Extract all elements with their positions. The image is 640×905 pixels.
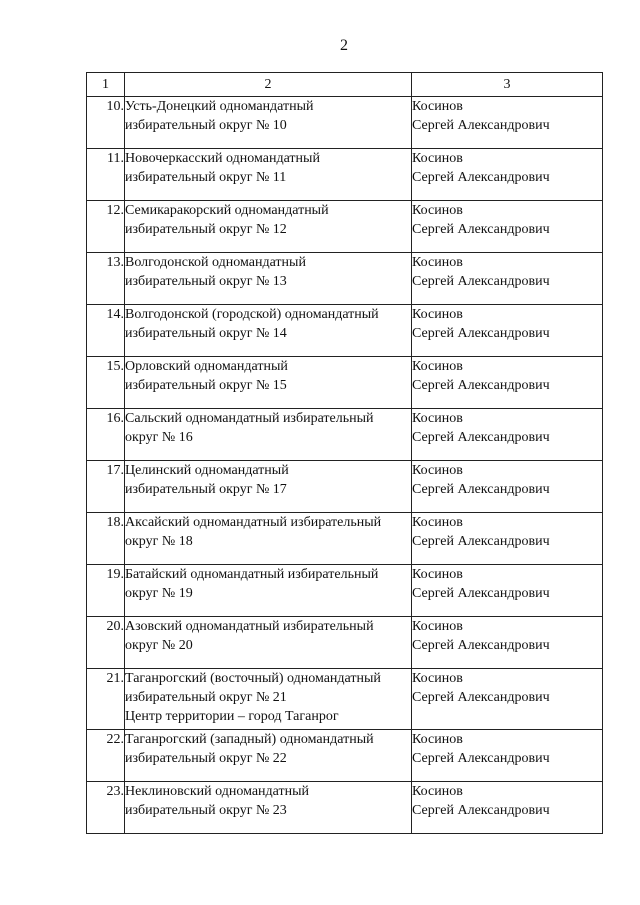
- district-line: Центр территории – город Таганрог: [125, 709, 339, 724]
- person-name-line: Косинов: [412, 567, 463, 582]
- table-row: [87, 409, 603, 461]
- person-name-line: Косинов: [412, 307, 463, 322]
- district-line: Батайский одномандатный избирательный: [125, 567, 379, 582]
- person-cell: [412, 782, 603, 834]
- district-line: избирательный округ № 15: [125, 378, 287, 393]
- district-line: избирательный округ № 17: [125, 482, 287, 497]
- column-header-3: 3: [412, 73, 603, 97]
- person-name-line: Косинов: [412, 255, 463, 270]
- table-row: [87, 305, 603, 357]
- person-cell: [412, 149, 603, 201]
- person-cell: [412, 461, 603, 513]
- district-cell: [125, 513, 412, 565]
- table-row: [87, 730, 603, 782]
- person-name-line: Сергей Александрович: [412, 430, 550, 445]
- person-name-line: Сергей Александрович: [412, 638, 550, 653]
- row-number: 20.: [87, 617, 125, 669]
- table-row: [87, 201, 603, 253]
- person-name-line: Косинов: [412, 151, 463, 166]
- row-number: 23.: [87, 782, 125, 834]
- person-name-line: Сергей Александрович: [412, 118, 550, 133]
- person-cell: [412, 305, 603, 357]
- districts-table: [86, 72, 603, 834]
- person-name-line: Сергей Александрович: [412, 803, 550, 818]
- district-cell: [125, 409, 412, 461]
- district-line: избирательный округ № 21: [125, 690, 287, 705]
- person-name-line: Косинов: [412, 784, 463, 799]
- person-name-line: Сергей Александрович: [412, 326, 550, 341]
- person-name-line: Косинов: [412, 99, 463, 114]
- row-number: 12.: [87, 201, 125, 253]
- row-number: 21.: [87, 669, 125, 730]
- district-line: избирательный округ № 23: [125, 803, 287, 818]
- table-row: [87, 97, 603, 149]
- person-cell: [412, 357, 603, 409]
- district-line: Аксайский одномандатный избирательный: [125, 515, 382, 530]
- district-line: Семикаракорский одномандатный: [125, 203, 329, 218]
- district-cell: [125, 730, 412, 782]
- person-name-line: Сергей Александрович: [412, 222, 550, 237]
- row-number: 17.: [87, 461, 125, 513]
- table-row: [87, 669, 603, 730]
- district-line: избирательный округ № 22: [125, 751, 287, 766]
- district-cell: [125, 461, 412, 513]
- district-cell: [125, 617, 412, 669]
- person-name-line: Сергей Александрович: [412, 274, 550, 289]
- table-row: [87, 253, 603, 305]
- person-name-line: Косинов: [412, 463, 463, 478]
- person-cell: [412, 669, 603, 730]
- district-line: Сальский одномандатный избирательный: [125, 411, 374, 426]
- column-header-1: 1: [87, 73, 125, 97]
- row-number: 15.: [87, 357, 125, 409]
- person-cell: [412, 617, 603, 669]
- person-name-line: Косинов: [412, 732, 463, 747]
- district-cell: [125, 201, 412, 253]
- district-cell: [125, 97, 412, 149]
- row-number: 22.: [87, 730, 125, 782]
- person-name-line: Косинов: [412, 515, 463, 530]
- person-name-line: Косинов: [412, 671, 463, 686]
- table-row: [87, 617, 603, 669]
- person-name-line: Сергей Александрович: [412, 534, 550, 549]
- district-line: округ № 20: [125, 638, 193, 653]
- person-name-line: Косинов: [412, 619, 463, 634]
- person-cell: [412, 201, 603, 253]
- district-cell: [125, 669, 412, 730]
- district-line: Неклиновский одномандатный: [125, 784, 310, 799]
- person-name-line: Косинов: [412, 359, 463, 374]
- district-line: Волгодонской (городской) одномандатный: [125, 307, 379, 322]
- district-line: округ № 19: [125, 586, 193, 601]
- person-cell: [412, 97, 603, 149]
- district-line: округ № 18: [125, 534, 193, 549]
- district-line: избирательный округ № 10: [125, 118, 287, 133]
- row-number: 19.: [87, 565, 125, 617]
- district-cell: [125, 565, 412, 617]
- row-number: 18.: [87, 513, 125, 565]
- district-cell: [125, 782, 412, 834]
- district-line: Новочеркасский одномандатный: [125, 151, 320, 166]
- row-number: 11.: [87, 149, 125, 201]
- district-line: избирательный округ № 13: [125, 274, 287, 289]
- row-number: 10.: [87, 97, 125, 149]
- table-row: [87, 782, 603, 834]
- column-header-2: 2: [125, 73, 412, 97]
- district-line: Волгодонской одномандатный: [125, 255, 306, 270]
- row-number: 16.: [87, 409, 125, 461]
- table-row: [87, 357, 603, 409]
- row-number: 13.: [87, 253, 125, 305]
- district-line: Азовский одномандатный избирательный: [125, 619, 374, 634]
- table-row: [87, 565, 603, 617]
- table-header: [87, 73, 603, 97]
- person-name-line: Косинов: [412, 411, 463, 426]
- person-name-line: Косинов: [412, 203, 463, 218]
- person-name-line: Сергей Александрович: [412, 690, 550, 705]
- district-cell: [125, 253, 412, 305]
- district-line: Таганрогский (западный) одномандатный: [125, 732, 374, 747]
- person-cell: [412, 409, 603, 461]
- row-number: 14.: [87, 305, 125, 357]
- district-line: Таганрогский (восточный) одномандатный: [125, 671, 381, 686]
- table-row: [87, 513, 603, 565]
- person-cell: [412, 513, 603, 565]
- district-line: Целинский одномандатный: [125, 463, 289, 478]
- district-line: Орловский одномандатный: [125, 359, 288, 374]
- district-cell: [125, 305, 412, 357]
- person-name-line: Сергей Александрович: [412, 751, 550, 766]
- person-cell: [412, 730, 603, 782]
- person-cell: [412, 565, 603, 617]
- district-line: избирательный округ № 11: [125, 170, 287, 185]
- district-line: округ № 16: [125, 430, 193, 445]
- district-cell: [125, 149, 412, 201]
- person-name-line: Сергей Александрович: [412, 586, 550, 601]
- district-cell: [125, 357, 412, 409]
- person-cell: [412, 253, 603, 305]
- table-row: [87, 149, 603, 201]
- district-line: Усть-Донецкий одномандатный: [125, 99, 314, 114]
- page-number: 2: [340, 37, 348, 54]
- person-name-line: Сергей Александрович: [412, 170, 550, 185]
- district-line: избирательный округ № 12: [125, 222, 287, 237]
- person-name-line: Сергей Александрович: [412, 378, 550, 393]
- person-name-line: Сергей Александрович: [412, 482, 550, 497]
- district-line: избирательный округ № 14: [125, 326, 287, 341]
- table-row: [87, 461, 603, 513]
- table-body: [87, 97, 603, 834]
